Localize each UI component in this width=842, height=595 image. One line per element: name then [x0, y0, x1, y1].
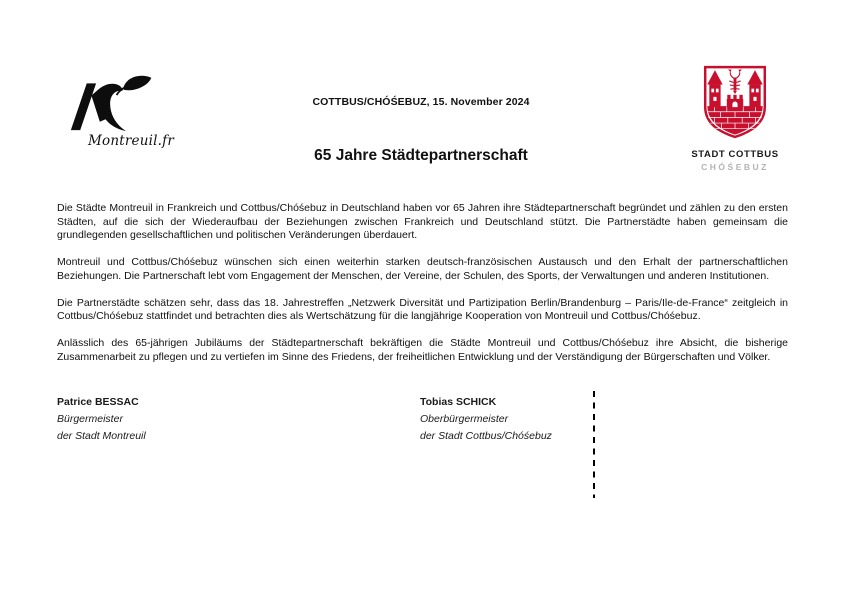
- signature-block: [57, 394, 788, 445]
- signer-name: Tobias SCHICK: [420, 396, 497, 408]
- montreuil-logo: [64, 74, 184, 149]
- signer-role: Bürgermeister: [57, 413, 123, 425]
- page-title: 65 Jahre Städtepartnerschaft: [314, 147, 528, 164]
- body-paragraph: Die Städte Montreuil in Frankreich und Cottbus/Chóśebuz in Deutschland haben vor 65 Jahren ihre Städtepartnerschaft begründet und zählen zu den ersten Städten, auf die sich der Wiederaufbau der Beziehungen zwischen Frankreich und Deutschland stützt. Die Partnerstädte haben gemeinsam die grundlegenden gesellschaftlichen und politischen Veränderungen überdauert.: [57, 202, 788, 241]
- cottbus-logo-line1: STADT COTTBUS: [691, 149, 779, 160]
- montreuil-logo-label: Montreuil.fr: [88, 133, 174, 149]
- body-paragraph: Anlässlich des 65-jährigen Jubiläums der Städtepartnerschaft bekräftigen die Städte Montreuil und Cottbus/Chóśebuz ihre Absicht, die bisherige Zusammenarbeit zu pflegen und zu vertiefen im Sinne des Friedens, der freiheitlichen Entwicklung und der Verständigung der Bürgerschaften und Völker.: [57, 337, 788, 363]
- signer-org: der Stadt Montreuil: [57, 430, 146, 442]
- body-paragraph: Die Partnerstädte schätzen sehr, dass das 18. Jahrestreffen „Netzwerk Diversität und Partizipation Berlin/Brandenburg – Paris/Ile-de-France“ zeitgleich in Cottbus/Chóśebuz stattfindet und betrachten dies als Wertschätzung für die langjährige Kooperation von Montreuil und Cottbus/Chóśebuz.: [57, 296, 788, 322]
- body-paragraph: Montreuil und Cottbus/Chóśebuz wünschen sich einen weiterhin starken deutsch-französischen Austausch und den Erhalt der partnerschaftlichen Beziehungen. Die Partnerschaft lebt vom Engagement der Menschen, der Vereine, der Schulen, des Sports, der Verwaltungen und anderen Institutionen.: [57, 256, 788, 282]
- signer-org: der Stadt Cottbus/Chóśebuz: [420, 430, 552, 442]
- body-text: [57, 202, 788, 378]
- cottbus-coat-of-arms-icon: [702, 64, 768, 140]
- cottbus-logo-line2: CHÓŚEBUZ: [701, 162, 769, 172]
- signature-montreuil: [57, 394, 420, 445]
- signature-cottbus: [420, 394, 783, 445]
- dashed-divider-line: [593, 391, 595, 498]
- signer-name: Patrice BESSAC: [57, 396, 139, 408]
- date-line: COTTBUS/CHÓŚEBUZ, 15. November 2024: [312, 96, 530, 108]
- signer-role: Oberbürgermeister: [420, 413, 509, 425]
